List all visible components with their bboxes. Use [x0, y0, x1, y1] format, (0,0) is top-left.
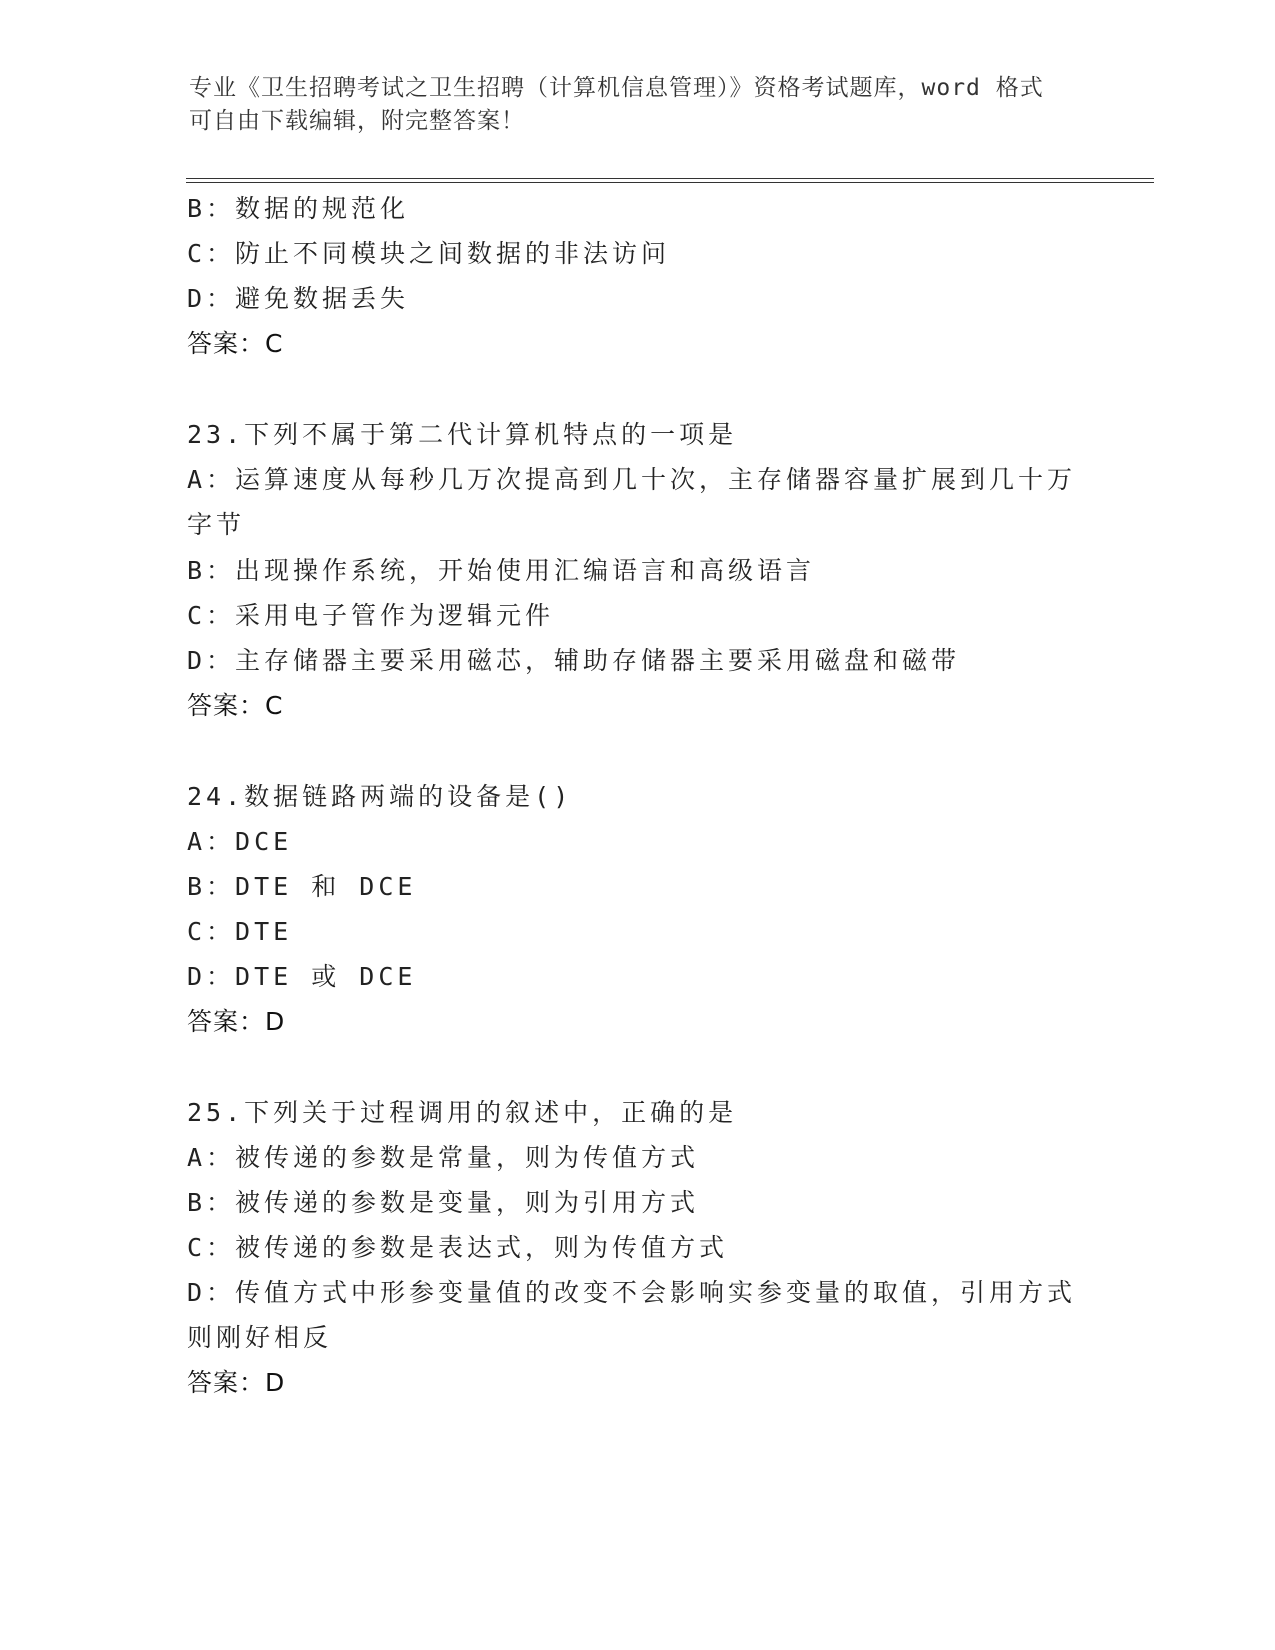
- header-line-2: 可自由下载编辑，附完整答案！: [189, 108, 525, 134]
- q25-question: 25.下列关于过程调用的叙述中，正确的是: [187, 1098, 738, 1127]
- q23-answer: 答案：C: [187, 691, 284, 720]
- q24-answer: 答案：D: [187, 1007, 286, 1036]
- q25-answer: 答案：D: [187, 1368, 286, 1397]
- q23-option-b: B：出现操作系统，开始使用汇编语言和高级语言: [187, 556, 816, 585]
- q22-option-d: D：避免数据丢失: [187, 284, 410, 313]
- q25-option-b: B：被传递的参数是变量，则为引用方式: [187, 1188, 700, 1217]
- header-divider-top: [186, 178, 1154, 179]
- document-header: [189, 72, 1089, 138]
- q25-option-d-line2: 则刚好相反: [187, 1323, 333, 1352]
- q25-option-d-line1: D：传值方式中形参变量值的改变不会影响实参变量的取值，引用方式: [187, 1278, 1077, 1307]
- q23-question: 23.下列不属于第二代计算机特点的一项是: [187, 420, 738, 449]
- q23-option-d: D：主存储器主要采用磁芯，辅助存储器主要采用磁盘和磁带: [187, 646, 961, 675]
- q23-option-c: C：采用电子管作为逻辑元件: [187, 601, 555, 630]
- header-divider-bottom: [186, 182, 1154, 183]
- q25-option-c: C：被传递的参数是表达式，则为传值方式: [187, 1233, 729, 1262]
- q24-option-d: D：DTE 或 DCE: [187, 962, 417, 991]
- q24-option-b: B：DTE 和 DCE: [187, 872, 417, 901]
- q23-option-a-line1: A：运算速度从每秒几万次提高到几十次，主存储器容量扩展到几十万: [187, 465, 1077, 494]
- q22-option-b: B：数据的规范化: [187, 194, 410, 223]
- q22-answer: 答案：C: [187, 329, 284, 358]
- q22-option-c: C：防止不同模块之间数据的非法访问: [187, 239, 671, 268]
- q23-option-a-line2: 字节: [187, 510, 246, 539]
- q24-option-c: C：DTE: [187, 917, 293, 946]
- q25-option-a: A：被传递的参数是常量，则为传值方式: [187, 1143, 700, 1172]
- q24-option-a: A：DCE: [187, 827, 293, 856]
- q24-question: 24.数据链路两端的设备是(): [187, 782, 573, 811]
- header-line-1: 专业《卫生招聘考试之卫生招聘（计算机信息管理）》资格考试题库，word 格式: [189, 75, 1044, 101]
